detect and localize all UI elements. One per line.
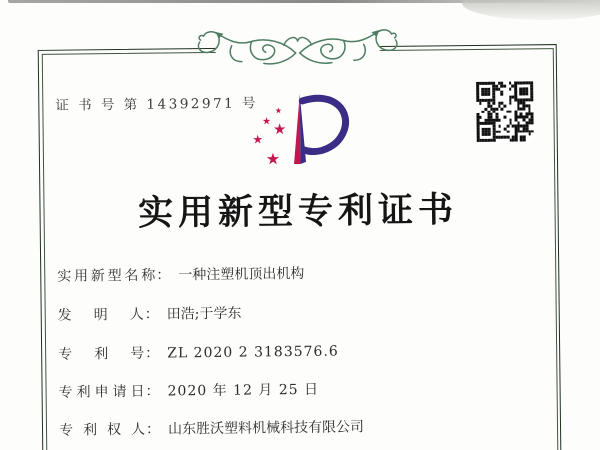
field-label: 实用新型名称 bbox=[57, 267, 156, 285]
field-label: 专利号 bbox=[58, 345, 145, 363]
field-colon: ： bbox=[145, 421, 161, 438]
svg-text:★: ★ bbox=[272, 120, 287, 139]
field-colon: ： bbox=[145, 383, 160, 400]
svg-text:★: ★ bbox=[274, 106, 283, 116]
field-row-inventors bbox=[58, 303, 242, 325]
field-label: 专利权人 bbox=[58, 421, 146, 439]
field-colon: ： bbox=[156, 267, 171, 284]
svg-text:★: ★ bbox=[265, 149, 281, 169]
field-row-filing-date bbox=[58, 379, 319, 402]
certificate-number: 证 书 号 第 14392971 号 bbox=[55, 95, 259, 114]
field-value: 山东胜沃塑料机械科技有限公司 bbox=[167, 419, 365, 438]
field-row-patentee bbox=[59, 416, 364, 439]
field-value: 一种注塑机顶出机构 bbox=[178, 265, 305, 284]
dragon-scroll-ornament-icon bbox=[187, 18, 408, 78]
field-colon: ： bbox=[144, 306, 159, 323]
certificate-title: 实用新型专利证书 bbox=[137, 189, 459, 234]
field-value: 2020 年 12 月 25 日 bbox=[167, 381, 320, 400]
field-value: 田浩;于学东 bbox=[166, 305, 242, 323]
field-value: ZL 2020 2 3183576.6 bbox=[167, 343, 339, 362]
qr-module bbox=[531, 138, 534, 141]
field-label: 专利申请日 bbox=[58, 383, 145, 401]
svg-text:★: ★ bbox=[261, 116, 272, 128]
field-row-utility-model-name bbox=[57, 263, 304, 286]
svg-text:★: ★ bbox=[252, 132, 264, 147]
field-label: 发明人 bbox=[57, 306, 144, 324]
qr-code bbox=[476, 81, 534, 142]
field-colon: ： bbox=[145, 345, 160, 362]
field-row-patent-number bbox=[58, 341, 339, 364]
cnipa-patent-logo-icon bbox=[241, 85, 360, 174]
